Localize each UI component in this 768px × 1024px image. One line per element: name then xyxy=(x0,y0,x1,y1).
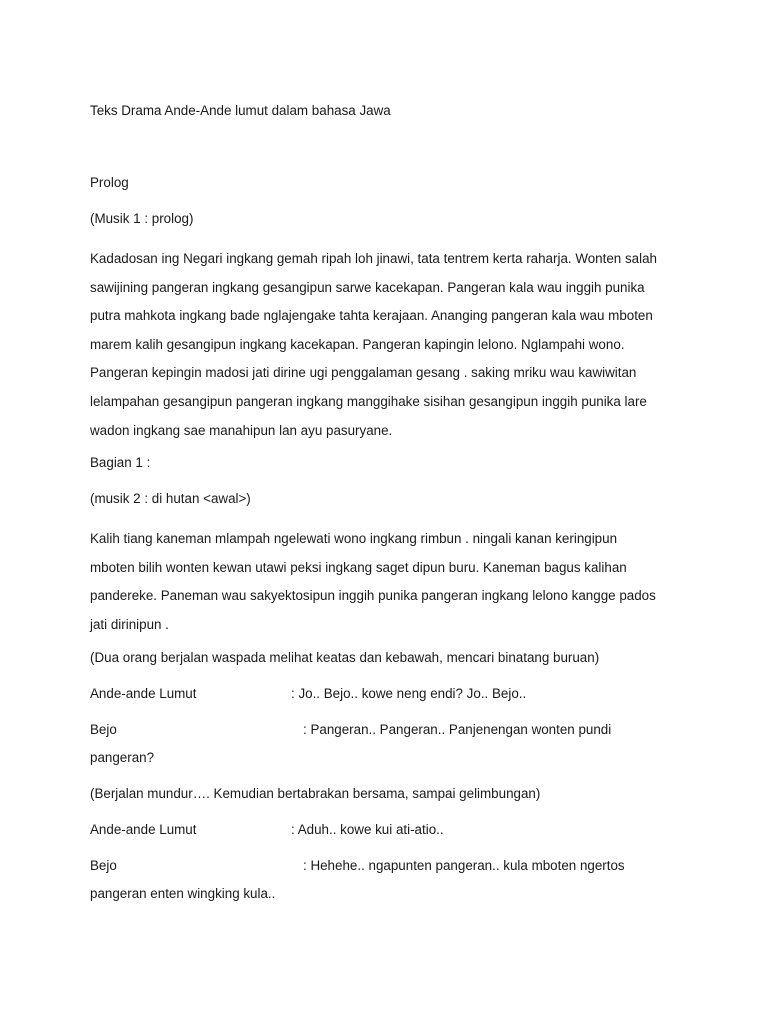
paragraph-line: Pangeran kepingin madosi jati dirine ugi penggalaman gesang . saking mriku wau kawiwitan xyxy=(90,365,637,381)
dialog-continuation: pangeran? xyxy=(90,749,155,765)
paragraph-line: putra mahkota ingkang bade nglajengake tahta kerajaan. Ananging pangeran kala wau mboten xyxy=(90,308,653,324)
document-title: Teks Drama Ande-Ande lumut dalam bahasa Jawa xyxy=(90,103,391,118)
paragraph-line: marem kalih gesangipun ingkang kacekapan. Pangeran kapingin lelono. Nglampahi wono. xyxy=(90,336,625,352)
paragraph-line: mboten bilih wonten kewan utawi peksi ingkang saget dipun buru. Kaneman bagus kalihan xyxy=(90,559,627,575)
section-heading-bagian-1: Bagian 1 : xyxy=(90,455,151,471)
document-body xyxy=(90,101,690,920)
paragraph-line: Kadadosan ing Negari ingkang gemah ripah loh jinawi, tata tentrem kerta raharja. Wonten salah xyxy=(90,251,657,266)
stage-direction-2: (Berjalan mundur…. Kemudian bertabrakan bersama, sampai gelimbungan) xyxy=(90,785,541,801)
dialog-speech: : Hehehe.. ngapunten pangeran.. kula mboten ngertos xyxy=(303,857,625,873)
paragraph-line: sawijining pangeran ingkang gesangipun sarwe kacekapan. Pangeran kala wau inggih punika xyxy=(90,279,645,295)
paragraph-line: wadon ingkang sae manahipun lan ayu pasuryane. xyxy=(90,422,393,438)
dialog-line-3 xyxy=(90,820,690,840)
dialog-speech: : Jo.. Bejo.. kowe neng endi? Jo.. Bejo.. xyxy=(291,685,527,701)
paragraph-line: pandereke. Paneman wau sakyektosipun inggih punika pangeran ingkang lelono kangge pados xyxy=(90,588,656,604)
prolog-paragraph xyxy=(90,245,690,445)
music-cue-2: (musik 2 : di hutan <awal>) xyxy=(90,491,251,507)
stage-direction-1: (Dua orang berjalan waspada melihat keatas dan kebawah, mencari binatang buruan) xyxy=(90,649,600,665)
paragraph-line: Kalih tiang kaneman mlampah ngelewati wono ingkang rimbun . ningali kanan keringipun xyxy=(90,531,618,547)
bagian-1-paragraph xyxy=(90,525,690,639)
dialog-line-2 xyxy=(90,720,690,768)
dialog-speaker: Ande-ande Lumut xyxy=(90,685,197,701)
section-heading-prolog: Prolog xyxy=(90,175,129,190)
dialog-line-4 xyxy=(90,856,690,904)
dialog-speaker: Bejo xyxy=(90,721,117,737)
dialog-continuation: pangeran enten wingking kula.. xyxy=(90,885,276,901)
dialog-speech: : Aduh.. kowe kui ati-atio.. xyxy=(291,821,444,837)
dialog-speaker: Bejo xyxy=(90,857,117,873)
dialog-speech: : Pangeran.. Pangeran.. Panjenengan wonten pundi xyxy=(303,721,612,737)
dialog-speaker: Ande-ande Lumut xyxy=(90,821,197,837)
music-cue-1: (Musik 1 : prolog) xyxy=(90,211,194,226)
paragraph-line: lelampahan gesangipun pangeran ingkang manggihake sisihan gesangipun inggih punika lare xyxy=(90,393,647,409)
dialog-line-1 xyxy=(90,684,690,704)
paragraph-line: jati dirinipun . xyxy=(90,616,169,632)
